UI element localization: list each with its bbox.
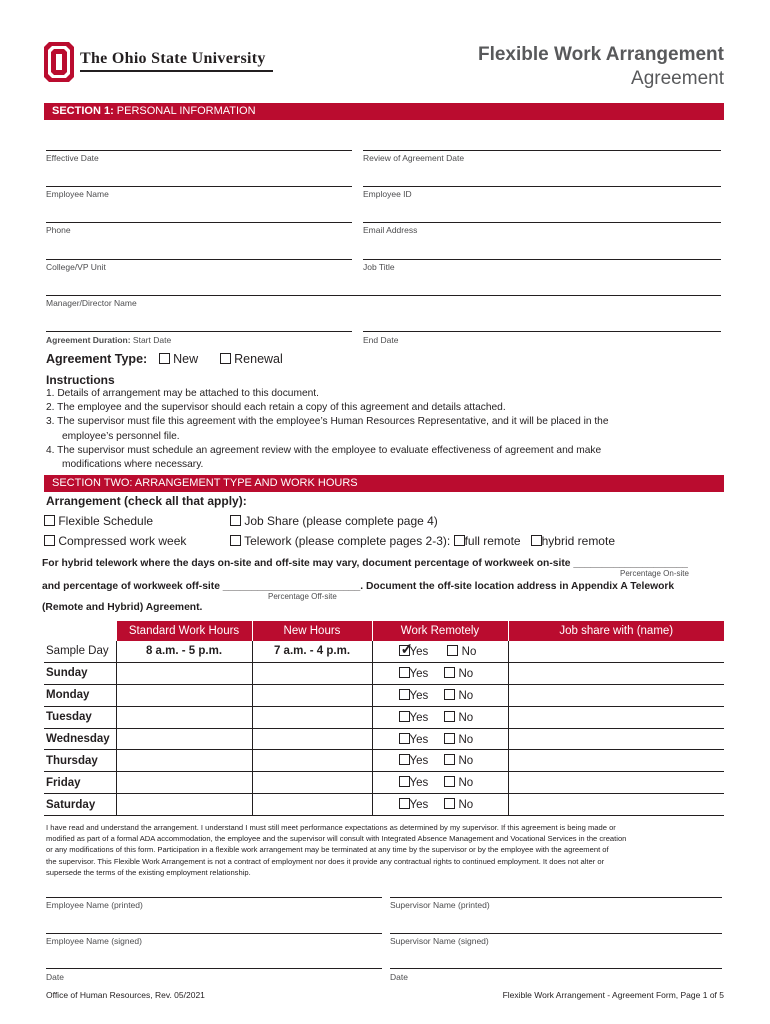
flexible-schedule-option[interactable] bbox=[44, 514, 153, 528]
phone-field[interactable] bbox=[46, 222, 352, 223]
job-share-option[interactable] bbox=[230, 514, 438, 528]
sample-yes-label: Yes bbox=[409, 645, 429, 658]
full-remote-label: full remote bbox=[464, 534, 521, 548]
hybrid-remote-checkbox[interactable] bbox=[531, 535, 542, 546]
remote-yes-label: Yes bbox=[409, 777, 429, 790]
work-remotely-cell bbox=[372, 794, 508, 816]
remote-no-checkbox[interactable] bbox=[444, 798, 455, 809]
new-hours-cell[interactable] bbox=[252, 728, 372, 750]
renewal-checkbox[interactable] bbox=[220, 353, 231, 364]
section-2-header: SECTION TWO: ARRANGEMENT TYPE AND WORK HOURS bbox=[44, 475, 724, 492]
instructions-list bbox=[46, 387, 686, 472]
remote-yes-checkbox[interactable] bbox=[399, 667, 410, 678]
new-hours-cell[interactable] bbox=[252, 662, 372, 684]
standard-hours-cell[interactable] bbox=[116, 684, 252, 706]
remote-yes-label: Yes bbox=[409, 755, 429, 768]
jobshare-name-cell[interactable] bbox=[508, 772, 724, 794]
end-date-label: End Date bbox=[363, 335, 399, 345]
email-label: Email Address bbox=[363, 225, 418, 235]
employee-id-field[interactable] bbox=[363, 186, 721, 187]
remote-no-label: No bbox=[458, 799, 474, 812]
full-remote-checkbox[interactable] bbox=[454, 535, 465, 546]
hybrid-offsite-text: and percentage of workweek off-site ________________________. Document the off-site location address in Appendix A Telework bbox=[42, 581, 675, 592]
agreement-duration-label: Agreement Duration: bbox=[46, 335, 131, 345]
arrangement-heading: Arrangement (check all that apply): bbox=[46, 494, 247, 508]
new-hours-cell[interactable] bbox=[252, 750, 372, 772]
day-label: Tuesday bbox=[44, 706, 116, 728]
table-row bbox=[44, 662, 724, 684]
section-1-header bbox=[44, 103, 724, 120]
remote-yes-label: Yes bbox=[409, 667, 429, 680]
work-remotely-cell bbox=[372, 728, 508, 750]
new-hours-cell[interactable] bbox=[252, 706, 372, 728]
remote-no-label: No bbox=[458, 711, 474, 724]
new-hours-cell[interactable] bbox=[252, 794, 372, 816]
work-remotely-cell bbox=[372, 706, 508, 728]
employee-date-label: Date bbox=[46, 972, 64, 982]
sample-day-label: Sample Day bbox=[44, 641, 116, 662]
compressed-week-label: Compressed work week bbox=[58, 534, 187, 548]
day-label: Saturday bbox=[44, 794, 116, 816]
remote-yes-checkbox[interactable] bbox=[399, 754, 410, 765]
sample-jobshare-cell bbox=[508, 641, 724, 662]
day-label: Friday bbox=[44, 772, 116, 794]
supervisor-date-label: Date bbox=[390, 972, 408, 982]
acknowledgement-line: the supervisor. This Flexible Work Arrangement is not a contract of employment nor does it provide any contractual rights to continued employment. It does not alter or bbox=[46, 856, 605, 866]
day-label: Sunday bbox=[44, 662, 116, 684]
job-share-label: Job Share (please complete page 4) bbox=[244, 514, 438, 528]
hybrid-onsite-text: For hybrid telework where the days on-site and off-site may vary, document percentage of workweek on-site ____________________ bbox=[42, 558, 688, 569]
instructions-heading: Instructions bbox=[46, 373, 115, 387]
section-1-number: SECTION 1: bbox=[52, 105, 114, 117]
phone-label: Phone bbox=[46, 225, 71, 235]
table-row bbox=[44, 728, 724, 750]
renewal-option[interactable] bbox=[220, 352, 283, 366]
instruction-item: 1. Details of arrangement may be attached to this document. bbox=[46, 388, 319, 399]
day-label: Wednesday bbox=[44, 728, 116, 750]
instruction-item: 3. The supervisor must file this agreement with the employee’s Human Resources Representative, and it will be placed in the bbox=[46, 416, 609, 428]
remote-yes-checkbox[interactable] bbox=[399, 798, 410, 809]
instruction-item: 2. The employee and the supervisor should each retain a copy of this agreement and details attached. bbox=[46, 402, 506, 414]
table-header-standard: Standard Work Hours bbox=[116, 621, 252, 641]
work-remotely-cell bbox=[372, 684, 508, 706]
employee-printed-field[interactable] bbox=[46, 897, 382, 898]
standard-hours-cell[interactable] bbox=[116, 750, 252, 772]
acknowledgement-line: I have read and understand the arrangement. I understand I must still meet performance expectations as determined by my supervisor. If this agreement is being made or bbox=[46, 823, 616, 832]
jobshare-name-cell[interactable] bbox=[508, 728, 724, 750]
instruction-item: modifications where necessary. bbox=[62, 459, 204, 471]
supervisor-printed-field[interactable] bbox=[390, 897, 722, 898]
supervisor-printed-label: Supervisor Name (printed) bbox=[390, 900, 490, 910]
remote-yes-label: Yes bbox=[409, 711, 429, 724]
remote-yes-checkbox[interactable] bbox=[399, 733, 410, 744]
work-remotely-cell bbox=[372, 750, 508, 772]
supervisor-signed-field[interactable] bbox=[390, 933, 722, 934]
standard-hours-cell[interactable] bbox=[116, 706, 252, 728]
compressed-week-checkbox[interactable] bbox=[44, 535, 55, 546]
telework-label: Telework (please complete pages 2-3): bbox=[244, 534, 451, 548]
remote-yes-label: Yes bbox=[409, 799, 429, 812]
agreement-type-row bbox=[46, 352, 301, 366]
section-1-name: PERSONAL INFORMATION bbox=[116, 105, 256, 117]
start-date-label: Start Date bbox=[132, 335, 172, 345]
job-share-checkbox[interactable] bbox=[230, 515, 241, 526]
job-title-field[interactable] bbox=[363, 259, 721, 260]
remote-no-checkbox[interactable] bbox=[444, 667, 455, 678]
footer-revision: Office of Human Resources, Rev. 05/2021 bbox=[46, 990, 205, 1000]
supervisor-date-field[interactable] bbox=[390, 968, 722, 969]
standard-hours-cell[interactable] bbox=[116, 728, 252, 750]
telework-option[interactable] bbox=[230, 534, 615, 548]
hybrid-agreement-text: (Remote and Hybrid) Agreement. bbox=[42, 602, 203, 613]
table-header-new: New Hours bbox=[252, 621, 372, 641]
acknowledgement-line: modified as part of a formal ADA accommodation, the employee and the supervisor will consult with Integrated Absence Management and Vocational Services in the creation bbox=[46, 834, 627, 844]
remote-yes-checkbox[interactable] bbox=[399, 776, 410, 787]
review-date-label: Review of Agreement Date bbox=[363, 153, 465, 163]
new-hours-cell[interactable] bbox=[252, 772, 372, 794]
employee-id-label: Employee ID bbox=[363, 189, 412, 199]
table-header-remote: Work Remotely bbox=[372, 621, 508, 641]
jobshare-name-cell[interactable] bbox=[508, 662, 724, 684]
table-row bbox=[44, 794, 724, 816]
employee-signed-field[interactable] bbox=[46, 933, 382, 934]
table-header-jobshare: Job share with (name) bbox=[508, 621, 724, 641]
university-name: The Ohio State University bbox=[80, 50, 266, 67]
instruction-item: employee’s personnel file. bbox=[62, 430, 180, 442]
college-field[interactable] bbox=[46, 259, 352, 260]
email-field[interactable] bbox=[363, 222, 721, 223]
table-header-day bbox=[44, 621, 116, 641]
remote-yes-checkbox[interactable] bbox=[399, 689, 410, 700]
form-title: Flexible Work Arrangement bbox=[477, 44, 724, 65]
remote-no-checkbox[interactable] bbox=[444, 754, 455, 765]
standard-hours-cell[interactable] bbox=[116, 662, 252, 684]
telework-checkbox[interactable] bbox=[230, 535, 241, 546]
acknowledgement-line: or any modifications of this form. Participation in a flexible work arrangement may be terminated at any time by the supervisor or by the employee with the agreement of bbox=[46, 845, 609, 855]
standard-hours-cell[interactable] bbox=[116, 772, 252, 794]
sample-remote-cell bbox=[372, 641, 508, 662]
footer-page-info: Flexible Work Arrangement - Agreement Form, Page 1 of 5 bbox=[502, 990, 724, 1000]
sample-no-label: No bbox=[461, 645, 477, 658]
duration-label bbox=[46, 335, 171, 345]
start-date-field[interactable] bbox=[46, 331, 352, 332]
remote-no-checkbox[interactable] bbox=[444, 711, 455, 722]
effective-date-label: Effective Date bbox=[46, 153, 99, 163]
job-title-label: Job Title bbox=[363, 262, 395, 272]
table-row bbox=[44, 684, 724, 706]
jobshare-name-cell[interactable] bbox=[508, 794, 724, 816]
university-underline bbox=[80, 70, 273, 72]
manager-field[interactable] bbox=[46, 295, 721, 296]
sample-new-hours: 7 a.m. - 4 p.m. bbox=[252, 641, 372, 662]
table-row bbox=[44, 706, 724, 728]
jobshare-name-cell[interactable] bbox=[508, 706, 724, 728]
onsite-percentage-label: Percentage On-site bbox=[620, 569, 689, 578]
sample-yes-checkbox bbox=[399, 645, 410, 656]
renewal-option-label: Renewal bbox=[234, 352, 283, 366]
standard-hours-cell[interactable] bbox=[116, 794, 252, 816]
hybrid-remote-label: hybrid remote bbox=[541, 534, 615, 548]
instruction-item: 4. The supervisor must schedule an agreement review with the employee to evaluate effectiveness of agreement and make bbox=[46, 444, 602, 456]
end-date-field[interactable] bbox=[363, 331, 721, 332]
remote-no-label: No bbox=[458, 733, 474, 746]
review-date-field[interactable] bbox=[363, 150, 721, 151]
offsite-percentage-label: Percentage Off-site bbox=[268, 592, 337, 601]
remote-no-label: No bbox=[458, 689, 474, 702]
sample-no-checkbox bbox=[447, 645, 458, 656]
remote-no-checkbox[interactable] bbox=[444, 776, 455, 787]
acknowledgement-line: supersede the terms of the existing employment relationship. bbox=[46, 867, 251, 877]
form-subtitle: Agreement bbox=[631, 68, 724, 89]
remote-yes-checkbox[interactable] bbox=[399, 711, 410, 722]
new-checkbox[interactable] bbox=[159, 353, 170, 364]
new-option[interactable] bbox=[159, 352, 199, 366]
sample-standard-hours: 8 a.m. - 5 p.m. bbox=[116, 641, 252, 662]
supervisor-signed-label: Supervisor Name (signed) bbox=[390, 936, 489, 946]
day-label: Monday bbox=[44, 684, 116, 706]
table-header-row bbox=[44, 621, 724, 641]
employee-name-label: Employee Name bbox=[46, 189, 109, 199]
employee-date-field[interactable] bbox=[46, 968, 382, 969]
effective-date-field[interactable] bbox=[46, 150, 352, 151]
flexible-schedule-checkbox[interactable] bbox=[44, 515, 55, 526]
new-option-label: New bbox=[173, 352, 199, 366]
jobshare-name-cell[interactable] bbox=[508, 750, 724, 772]
work-remotely-cell bbox=[372, 662, 508, 684]
work-hours-table bbox=[44, 621, 724, 816]
remote-no-checkbox[interactable] bbox=[444, 733, 455, 744]
day-label: Thursday bbox=[44, 750, 116, 772]
new-hours-cell[interactable] bbox=[252, 684, 372, 706]
ohio-state-block-o-logo bbox=[44, 42, 74, 82]
remote-yes-label: Yes bbox=[409, 733, 429, 746]
remote-no-label: No bbox=[458, 667, 474, 680]
remote-no-label: No bbox=[458, 777, 474, 790]
flexible-schedule-label: Flexible Schedule bbox=[58, 514, 154, 528]
employee-name-field[interactable] bbox=[46, 186, 352, 187]
compressed-week-option[interactable] bbox=[44, 534, 186, 548]
manager-label: Manager/Director Name bbox=[46, 298, 137, 308]
remote-yes-label: Yes bbox=[409, 689, 429, 702]
table-row-sample bbox=[44, 641, 724, 662]
table-row bbox=[44, 750, 724, 772]
jobshare-name-cell[interactable] bbox=[508, 684, 724, 706]
remote-no-label: No bbox=[458, 755, 474, 768]
table-row bbox=[44, 772, 724, 794]
work-remotely-cell bbox=[372, 772, 508, 794]
employee-printed-label: Employee Name (printed) bbox=[46, 900, 143, 910]
college-label: College/VP Unit bbox=[46, 262, 106, 272]
acknowledgement-text bbox=[46, 822, 730, 878]
agreement-type-label: Agreement Type: bbox=[46, 352, 148, 366]
remote-no-checkbox[interactable] bbox=[444, 689, 455, 700]
employee-signed-label: Employee Name (signed) bbox=[46, 936, 142, 946]
